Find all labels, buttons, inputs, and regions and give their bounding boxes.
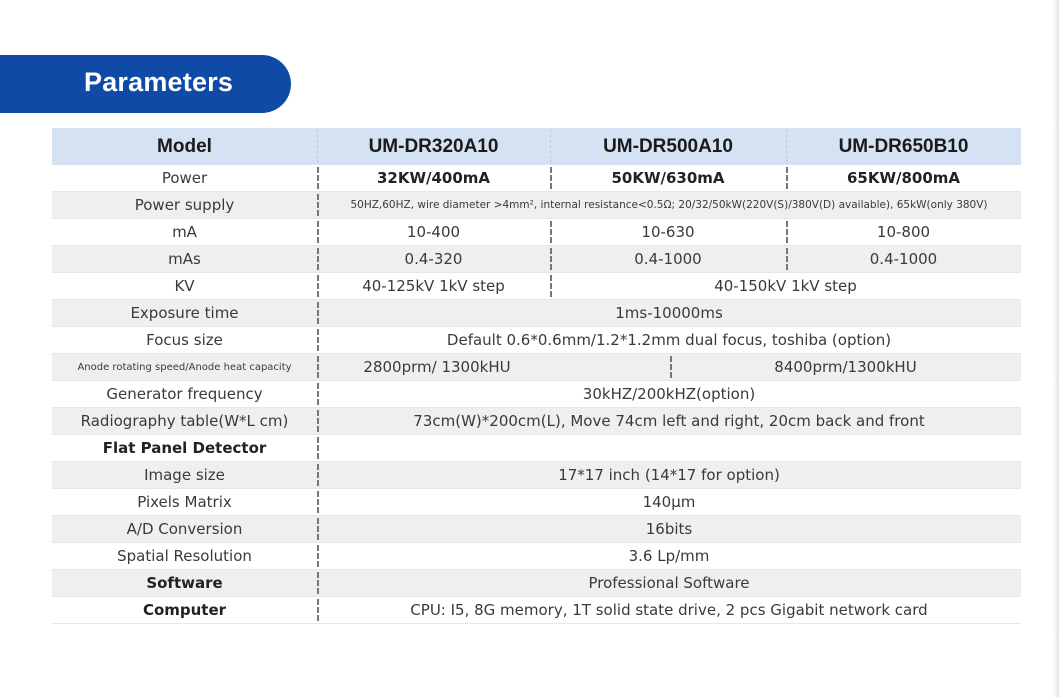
- parameters-table: [52, 128, 1021, 624]
- table-row-kv: [52, 273, 1021, 300]
- section-title: Parameters: [84, 67, 234, 97]
- row-label: Power: [161, 169, 208, 187]
- row-value: 10-400: [406, 223, 461, 241]
- header-model-3: UM-DR650B10: [838, 135, 969, 157]
- row-value: Professional Software: [588, 574, 750, 592]
- table-row-exposure-time: [52, 300, 1021, 327]
- row-value: 8400prm/1300kHU: [774, 358, 917, 376]
- row-value: 30kHZ/200kHZ(option): [582, 385, 756, 403]
- row-value: 10-800: [876, 223, 931, 241]
- row-value: 16bits: [645, 520, 693, 538]
- table-row-anode: [52, 354, 1021, 381]
- row-value: 32KW/400mA: [376, 169, 491, 187]
- row-value: 73cm(W)*200cm(L), Move 74cm left and right, 20cm back and front: [413, 412, 925, 430]
- table-row-spatial-resolution: [52, 543, 1021, 570]
- row-label: Generator frequency: [106, 385, 263, 403]
- row-value: 2800prm/ 1300kHU: [363, 358, 511, 376]
- row-value: 65KW/800mA: [846, 169, 961, 187]
- row-value: 17*17 inch (14*17 for option): [558, 466, 780, 484]
- row-value: 0.4-1000: [869, 250, 938, 268]
- row-value: 10-630: [641, 223, 695, 241]
- row-value: 0.4-320: [404, 250, 463, 268]
- row-label: KV: [174, 277, 195, 295]
- row-label: mA: [172, 223, 197, 241]
- row-label: Focus size: [146, 331, 223, 349]
- row-value: CPU: I5, 8G memory, 1T solid state drive, 2 pcs Gigabit network card: [410, 601, 928, 619]
- row-label: Power supply: [134, 196, 235, 214]
- row-value: 50KW/630mA: [611, 169, 725, 187]
- column-divider: [317, 437, 319, 459]
- row-value: 40-150kV 1kV step: [714, 277, 857, 295]
- row-label: Computer: [142, 601, 227, 619]
- row-value: 140μm: [642, 493, 696, 511]
- table-row-flat-panel: [52, 435, 1021, 462]
- header-model-2: UM-DR500A10: [603, 135, 733, 157]
- table-header-row: [52, 128, 1021, 165]
- table-row-radiography-table: [52, 408, 1021, 435]
- row-label: A/D Conversion: [126, 520, 243, 538]
- row-label: Anode rotating speed/Anode heat capacity: [77, 361, 292, 373]
- table-row-generator-frequency: [52, 381, 1021, 408]
- row-value: 0.4-1000: [634, 250, 702, 268]
- table-row-computer: [52, 597, 1021, 624]
- table-row-pixels-matrix: [52, 489, 1021, 516]
- row-value: Default 0.6*0.6mm/1.2*1.2mm dual focus, toshiba (option): [446, 331, 892, 349]
- row-value: 40-125kV 1kV step: [362, 277, 505, 295]
- row-value: 1ms-10000ms: [615, 304, 723, 322]
- page-edge-shadow: [1053, 0, 1059, 697]
- row-value: 50HZ,60HZ, wire diameter >4mm², internal resistance<0.5Ω; 20/32/50kW(220V(S)/380V(D) available), 65kW(only 380V): [350, 199, 988, 211]
- row-section-label: Flat Panel Detector: [102, 439, 267, 457]
- table-row-ma: [52, 219, 1021, 246]
- table-row-image-size: [52, 462, 1021, 489]
- row-label: Exposure time: [130, 304, 239, 322]
- table-row-focus-size: [52, 327, 1021, 354]
- header-model-1: UM-DR320A10: [368, 135, 499, 157]
- row-label: Pixels Matrix: [137, 493, 232, 511]
- row-label: mAs: [168, 250, 201, 268]
- row-label: Software: [146, 574, 223, 592]
- header-model-label: Model: [157, 135, 212, 157]
- row-label: Spatial Resolution: [117, 547, 252, 565]
- row-label: Radiography table(W*L cm): [80, 412, 289, 430]
- table-row-software: [52, 570, 1021, 597]
- table-row-power-supply: [52, 192, 1021, 219]
- table-row-power: [52, 165, 1021, 192]
- table-row-ad-conversion: [52, 516, 1021, 543]
- row-value: 3.6 Lp/mm: [628, 547, 710, 565]
- table-row-mas: [52, 246, 1021, 273]
- row-label: Image size: [144, 466, 225, 484]
